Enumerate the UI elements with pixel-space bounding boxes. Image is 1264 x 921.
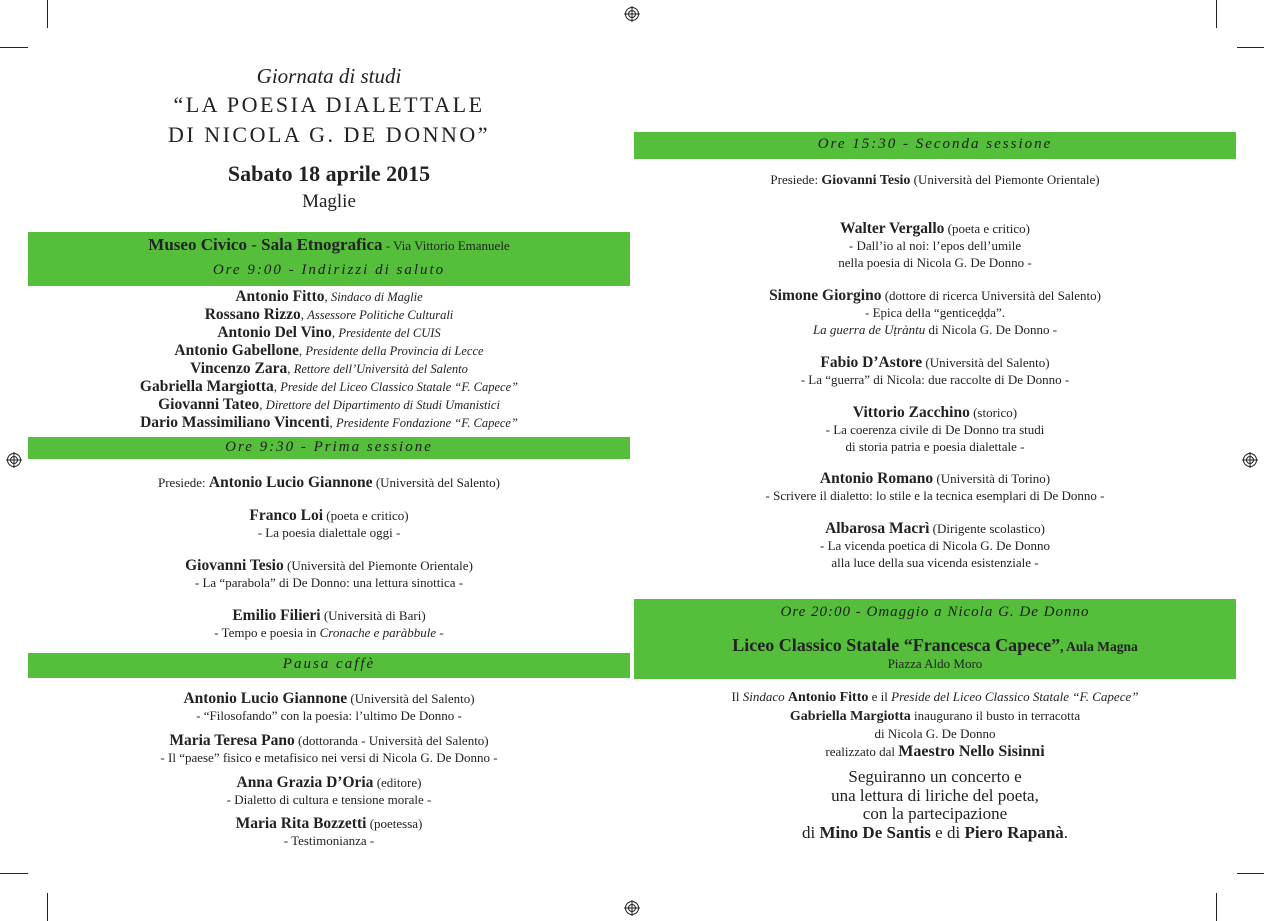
registration-mark-icon: [6, 452, 22, 468]
concert-line: con la partecipazione: [862, 804, 1008, 823]
speaker-affiliation: (poetessa): [366, 816, 423, 831]
talk-title: - La coerenza civile di De Donno tra studi: [825, 422, 1045, 437]
speaker-affiliation: (editore): [373, 775, 422, 790]
evening-venue: [634, 635, 1236, 656]
talk-title: [634, 321, 1236, 338]
greeting-name: Gabriella Margiotta: [139, 378, 274, 395]
text-part: Sindaco: [742, 689, 785, 704]
talk-title: [28, 624, 630, 641]
crop-mark: [47, 0, 48, 28]
crop-mark: [1216, 893, 1217, 921]
venue-separator: -: [246, 235, 262, 254]
session1-talk: [28, 557, 630, 591]
venue-museum: Museo Civico: [148, 235, 247, 254]
session1-chair: [28, 474, 630, 492]
greeting-name: Rossano Rizzo: [204, 306, 301, 323]
greeting-row: [28, 378, 630, 396]
evening-venue-name: Liceo Classico Statale “Francesca Capece”: [732, 635, 1061, 655]
greeting-row: [28, 306, 630, 324]
separator: ,: [329, 415, 337, 430]
talk-title: alla luce della sua vicenda esistenziale -: [831, 555, 1039, 570]
talk-title: nella poesia di Nicola G. De Donno -: [838, 255, 1032, 270]
evening-bar-title: Ore 20:00 - Omaggio a Nicola G. De Donno: [780, 604, 1090, 620]
speaker-affiliation: (Università di Bari): [320, 608, 426, 623]
greeting-row: [28, 396, 630, 414]
separator: ,: [331, 325, 339, 340]
session2-talk: [634, 220, 1236, 271]
greeting-name: Giovanni Tateo: [158, 396, 260, 413]
session1-talk: [28, 607, 630, 641]
speaker-name: Franco Loi: [249, 507, 324, 524]
text-part: realizzato dal: [825, 743, 899, 759]
greeting-row: [28, 324, 630, 342]
talk-title-pre: - Tempo e poesia in: [214, 625, 320, 640]
speaker-affiliation: (Dirigente scolastico): [929, 521, 1045, 536]
session1-bar-title: Ore 9:30 - Prima sessione: [225, 439, 433, 455]
talk-title: - Testimonianza -: [283, 833, 375, 848]
concert-line: Seguiranno un concerto e: [848, 767, 1022, 786]
speaker-name: Emilio Filieri: [232, 607, 321, 624]
speaker-affiliation: (Università di Torino): [933, 471, 1051, 486]
evening-line: di Nicola G. De Donno: [874, 726, 996, 741]
separator: ,: [300, 307, 308, 322]
session1-talk: [28, 507, 630, 541]
coffee-bar-title: Pausa caffè: [282, 656, 376, 672]
speaker-name: Fabio D’Astore: [820, 354, 923, 371]
session2-talk: [634, 520, 1236, 571]
greeting-role: Rettore dell’Università del Salento: [293, 362, 468, 376]
page-title: “LA POESIA DIALETTALE: [173, 92, 485, 117]
separator: ,: [287, 361, 294, 376]
evening-description: [634, 688, 1236, 760]
book-title: La guerra de Uṭràntu: [812, 322, 926, 337]
evening-line: [634, 743, 1236, 761]
greeting-name: Antonio Fitto: [235, 288, 325, 305]
greeting-row: [28, 360, 630, 378]
session2-chair: [634, 171, 1236, 189]
text-part: e di: [930, 822, 965, 842]
talk-title: di storia patria e poesia dialettale -: [845, 439, 1025, 454]
chair-name: Giovanni Tesio: [821, 173, 911, 188]
talk-title-post: -: [436, 625, 444, 640]
session2-talk: [634, 287, 1236, 338]
event-city: Maglie: [302, 191, 356, 212]
text-part: Gabriella Margiotta: [789, 708, 911, 724]
greeting-row: [28, 288, 630, 306]
talk-title: - Epica della “genticeḍḍa”.: [864, 305, 1006, 320]
speaker-affiliation: (poeta e critico): [944, 221, 1030, 236]
venue-address: - Via Vittorio Emanuele: [382, 238, 510, 253]
text-part: Mino De Santis: [819, 822, 931, 842]
concert-line: una lettura di liriche del poeta,: [831, 785, 1039, 805]
talk-title-post: di Nicola G. De Donno -: [925, 322, 1058, 337]
crop-mark: [1237, 47, 1264, 48]
greeting-role: Presidente della Provincia di Lecce: [305, 344, 484, 358]
talk-title: - Scrivere il dialetto: lo stile e la tecnica esemplari di De Donno -: [765, 488, 1105, 503]
evening-venue-room: , Aula Magna: [1060, 639, 1138, 654]
greetings-list: [28, 288, 630, 432]
text-part: Preside del Liceo Classico Statale “F. Capece”: [891, 689, 1139, 704]
talk-title: - Dialetto di cultura e tensione morale -: [226, 792, 432, 807]
session2-talk: [634, 354, 1236, 388]
chair-label: Presiede:: [158, 475, 209, 490]
evening-address: Piazza Aldo Moro: [887, 656, 983, 671]
greeting-name: Antonio Gabellone: [174, 342, 299, 359]
page-title: DI NICOLA G. DE DONNO”: [167, 122, 491, 147]
greeting-name: Vincenzo Zara: [190, 360, 288, 377]
separator: ,: [298, 343, 306, 358]
venue-line: [28, 235, 630, 255]
speaker-affiliation: (Università del Salento): [347, 691, 475, 706]
text-part: Il: [731, 689, 743, 704]
evening-concert: [634, 768, 1236, 842]
registration-mark-icon: [1242, 452, 1258, 468]
speaker-name: Antonio Romano: [819, 470, 934, 487]
session2-talk: [634, 404, 1236, 455]
greeting-row: [28, 342, 630, 360]
separator: ,: [324, 289, 331, 304]
evening-line: [634, 688, 1236, 707]
text-part: Antonio Fitto: [787, 690, 869, 705]
speaker-affiliation: (Università del Piemonte Orientale): [283, 558, 473, 573]
session2-bar-title: Ore 15:30 - Seconda sessione: [817, 136, 1053, 152]
chair-affiliation: (Università del Salento): [372, 475, 500, 490]
crop-mark: [1237, 873, 1264, 874]
greeting-role: Sindaco di Maglie: [330, 290, 423, 304]
greeting-role: Assessore Politiche Culturali: [307, 308, 454, 322]
concert-line: [634, 824, 1236, 843]
venue-room: Sala Etnografica: [261, 235, 383, 254]
speaker-name: Giovanni Tesio: [185, 557, 284, 574]
speaker-name: Albarosa Macrì: [825, 520, 930, 537]
greetings-bar-title: Ore 9:00 - Indirizzi di saluto: [212, 262, 446, 278]
speaker-affiliation: (poeta e critico): [323, 508, 409, 523]
coffee-talk: [28, 815, 630, 849]
book-title: Cronache e paràbbule: [319, 625, 437, 640]
speaker-affiliation: (dottore di ricerca Università del Salento): [881, 288, 1101, 303]
evening-line: [634, 707, 1236, 726]
speaker-name: Anna Grazia D’Oria: [236, 774, 374, 791]
crop-mark: [0, 873, 28, 874]
speaker-name: Simone Giorgino: [769, 287, 882, 304]
text-part: inaugurano il busto in terracotta: [910, 707, 1081, 723]
greeting-name: Antonio Del Vino: [217, 324, 332, 341]
talk-title: - Il “paese” fisico e metafisico nei versi di Nicola G. De Donno -: [160, 750, 498, 765]
separator: ,: [259, 397, 266, 412]
speaker-affiliation: (dottoranda - Università del Salento): [294, 733, 489, 748]
text-part: e il: [868, 689, 892, 704]
chair-label: Presiede:: [770, 172, 822, 187]
text-part: Piero Rapanà: [964, 822, 1064, 842]
talk-title: - La “guerra” di Nicola: due raccolte di De Donno -: [800, 372, 1070, 387]
greeting-role: Preside del Liceo Classico Statale “F. Capece”: [280, 380, 519, 394]
greeting-role: Presidente del CUIS: [338, 326, 441, 340]
speaker-name: Antonio Lucio Giannone: [183, 690, 348, 707]
crop-mark: [1216, 0, 1217, 28]
crop-mark: [0, 47, 28, 48]
text-part: .: [1063, 822, 1069, 842]
speaker-name: Maria Teresa Pano: [169, 732, 295, 749]
greeting-role: Direttore del Dipartimento di Studi Umanistici: [265, 398, 500, 412]
talk-title: - La vicenda poetica di Nicola G. De Donno: [820, 538, 1050, 553]
header: [28, 62, 630, 216]
kicker: Giornata di studi: [256, 64, 402, 88]
talk-title: - La poesia dialettale oggi -: [257, 525, 401, 540]
speaker-affiliation: (Università del Salento): [922, 355, 1050, 370]
session2-talk: [634, 470, 1236, 504]
talk-title: - “Filosofando” con la poesia: l’ultimo De Donno -: [196, 708, 462, 723]
coffee-talk: [28, 774, 630, 808]
chair-name: Antonio Lucio Giannone: [208, 474, 373, 491]
chair-affiliation: (Università del Piemonte Orientale): [910, 172, 1100, 187]
speaker-name: Walter Vergallo: [840, 220, 945, 237]
coffee-talk: [28, 690, 630, 724]
greeting-name: Dario Massimiliano Vincenti: [140, 414, 330, 431]
text-part: di: [801, 822, 820, 842]
registration-mark-icon: [624, 6, 640, 22]
speaker-name: Vittorio Zacchino: [852, 404, 970, 421]
separator: ,: [273, 379, 281, 394]
greeting-row: [28, 414, 630, 432]
talk-title: - Dall’io al noi: l’epos dell’umile: [848, 238, 1022, 253]
greeting-role: Presidente Fondazione “F. Capece”: [336, 416, 518, 430]
coffee-talk: [28, 732, 630, 766]
speaker-affiliation: (storico): [969, 405, 1018, 420]
speaker-name: Maria Rita Bozzetti: [235, 815, 367, 832]
text-part: Maestro Nello Sisinni: [898, 742, 1045, 760]
talk-title: - La “parabola” di De Donno: una lettura sinottica -: [194, 575, 464, 590]
event-date: Sabato 18 aprile 2015: [227, 161, 431, 186]
crop-mark: [47, 893, 48, 921]
registration-mark-icon: [624, 900, 640, 916]
